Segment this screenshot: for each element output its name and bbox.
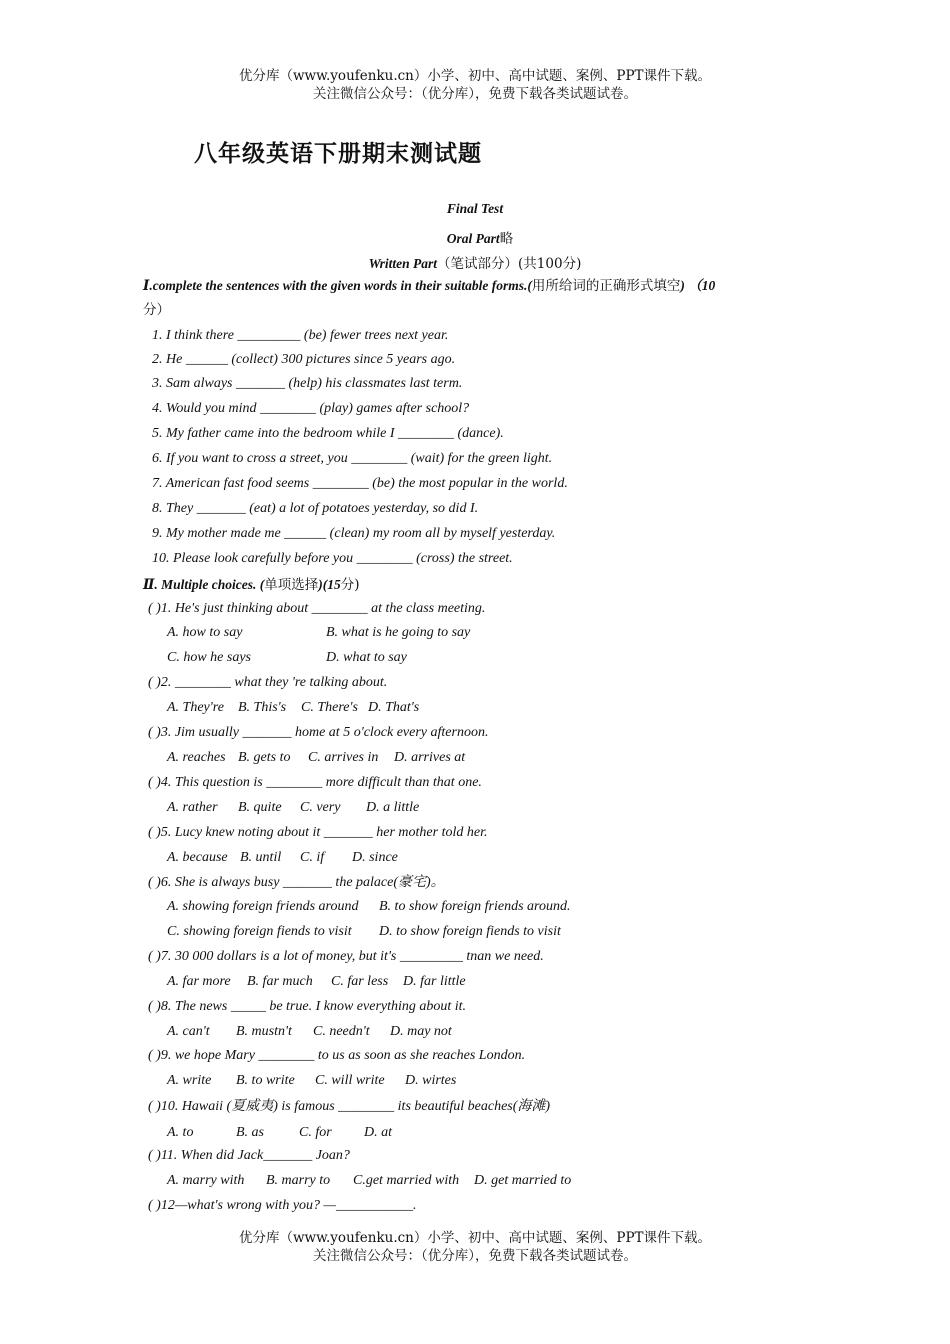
answer-option[interactable]: B. far much [247,974,313,989]
question-stem: ( )11. When did Jack_______ Joan? [148,1148,350,1163]
answer-option[interactable]: D. get married to [474,1173,572,1188]
answer-option[interactable]: A. marry with [167,1173,245,1188]
fill-blank-item: 6. If you want to cross a street, you ________ (wait) for the green light. [152,451,553,466]
answer-option[interactable]: C. how he says [167,650,251,665]
question-stem: ( )2. ________ what they 're talking about. [148,675,388,690]
answer-option[interactable]: D. to show foreign fiends to visit [379,924,561,939]
answer-option[interactable]: B. to show foreign friends around. [379,899,571,914]
footer-line-1: 优分库（www.youfenku.cn）小学、初中、高中试题、案例、PPT课件下载。 [238,1230,712,1246]
answer-option[interactable]: A. reaches [167,750,226,765]
written-part-line [0,252,950,272]
answer-option[interactable]: A. how to say [167,625,243,640]
answer-option[interactable]: B. until [240,850,282,865]
answer-option[interactable]: B. This's [238,700,287,715]
answer-option[interactable]: B. as [236,1125,264,1140]
fill-blank-item: 4. Would you mind ________ (play) games after school? [152,401,470,416]
answer-option[interactable]: D. at [364,1125,392,1140]
question-stem: ( )3. Jim usually _______ home at 5 o'clock every afternoon. [148,725,489,740]
answer-option[interactable]: A. to [167,1125,194,1140]
fill-blank-item: 3. Sam always _______ (help) his classmates last term. [152,376,463,391]
answer-option[interactable]: C. There's [301,700,358,715]
answer-option[interactable]: C. needn't [313,1024,370,1039]
answer-option[interactable]: C. will write [315,1073,385,1088]
answer-option[interactable]: B. mustn't [236,1024,292,1039]
answer-option[interactable]: B. to write [236,1073,295,1088]
answer-option[interactable]: D. since [352,850,398,865]
oral-part-note: 略 [499,231,514,247]
question-stem: ( )5. Lucy knew noting about it _______ her mother told her. [148,825,488,840]
answer-option[interactable]: C. very [300,800,341,815]
oral-part-label: Oral Part [446,231,500,246]
question-stem: ( )9. we hope Mary ________ to us as soon as she reaches London. [148,1048,526,1063]
fill-blank-item: 7. American fast food seems ________ (be) the most popular in the world. [152,476,568,491]
question-stem: ( )1. He's just thinking about ________ at the class meeting. [148,601,486,616]
answer-option[interactable]: D. what to say [326,650,407,665]
section2-heading: Ⅱ. Multiple choices. (单项选择)(15分) [143,577,360,593]
answer-option[interactable]: D. That's [368,700,420,715]
oral-part-line [0,227,950,247]
answer-option[interactable]: B. gets to [238,750,291,765]
answer-option[interactable]: A. can't [167,1024,210,1039]
answer-option[interactable]: C. far less [331,974,389,989]
answer-option[interactable]: C. for [299,1125,332,1140]
fill-blank-item: 9. My mother made me ______ (clean) my room all by myself yesterday. [152,526,556,541]
question-stem: ( )6. She is always busy _______ the palace(豪宅)。 [148,875,445,890]
fill-blank-item: 8. They _______ (eat) a lot of potatoes yesterday, so did I. [152,501,479,516]
answer-option[interactable]: C. if [300,850,325,865]
answer-option[interactable]: B. quite [238,800,282,815]
section1-heading: Ⅰ.complete the sentences with the given words in their suitable forms.(用所给词的正确形式填空) （10 [143,278,716,294]
final-test-label: Final Test [446,201,504,216]
fill-blank-item: 10. Please look carefully before you ________ (cross) the street. [152,551,513,566]
question-stem: ( )10. Hawaii (夏威夷) is famous ________ its beautiful beaches(海滩) [148,1099,551,1114]
answer-option[interactable]: B. marry to [266,1173,331,1188]
answer-option[interactable]: C. showing foreign fiends to visit [167,924,352,939]
header-line-1: 优分库（www.youfenku.cn）小学、初中、高中试题、案例、PPT课件下载。 [238,68,712,84]
written-part-label: Written Part [368,256,438,271]
question-stem: ( )7. 30 000 dollars is a lot of money, but it's _________ tnan we need. [148,949,544,964]
answer-option[interactable]: A. rather [167,800,218,815]
answer-option[interactable]: A. write [167,1073,212,1088]
question-stem: ( )12—what's wrong with you? —___________. [148,1198,417,1213]
fill-blank-item: 1. I think there _________ (be) fewer trees next year. [152,328,449,343]
header-line-2: 关注微信公众号：（优分库），免费下载各类试题试卷。 [313,86,637,102]
answer-option[interactable]: D. may not [390,1024,452,1039]
answer-option[interactable]: C.get married with [353,1173,460,1188]
answer-option[interactable]: B. what is he going to say [326,625,471,640]
answer-option[interactable]: A. far more [167,974,231,989]
question-stem: ( )4. This question is ________ more difficult than that one. [148,775,482,790]
answer-option[interactable]: C. arrives in [308,750,379,765]
answer-option[interactable]: A. because [167,850,228,865]
fill-blank-item: 5. My father came into the bedroom while I ________ (dance). [152,426,504,441]
answer-option[interactable]: A. showing foreign friends around [167,899,359,914]
answer-option[interactable]: D. far little [403,974,466,989]
fill-blank-item: 2. He ______ (collect) 300 pictures since 5 years ago. [152,352,456,367]
answer-option[interactable]: D. a little [366,800,420,815]
question-stem: ( )8. The news _____ be true. I know everything about it. [148,999,467,1014]
answer-option[interactable]: D. arrives at [394,750,466,765]
answer-option[interactable]: D. wirtes [405,1073,457,1088]
page-footer [0,1229,950,1265]
page-header [0,67,950,103]
footer-line-2: 关注微信公众号：（优分库），免费下载各类试题试卷。 [313,1248,637,1264]
written-part-note: （笔试部分）(共100分) [437,256,582,272]
section1-heading-tail: 分） [143,302,170,318]
answer-option[interactable]: A. They're [167,700,224,715]
page-title: 八年级英语下册期末测试题 [194,141,482,167]
